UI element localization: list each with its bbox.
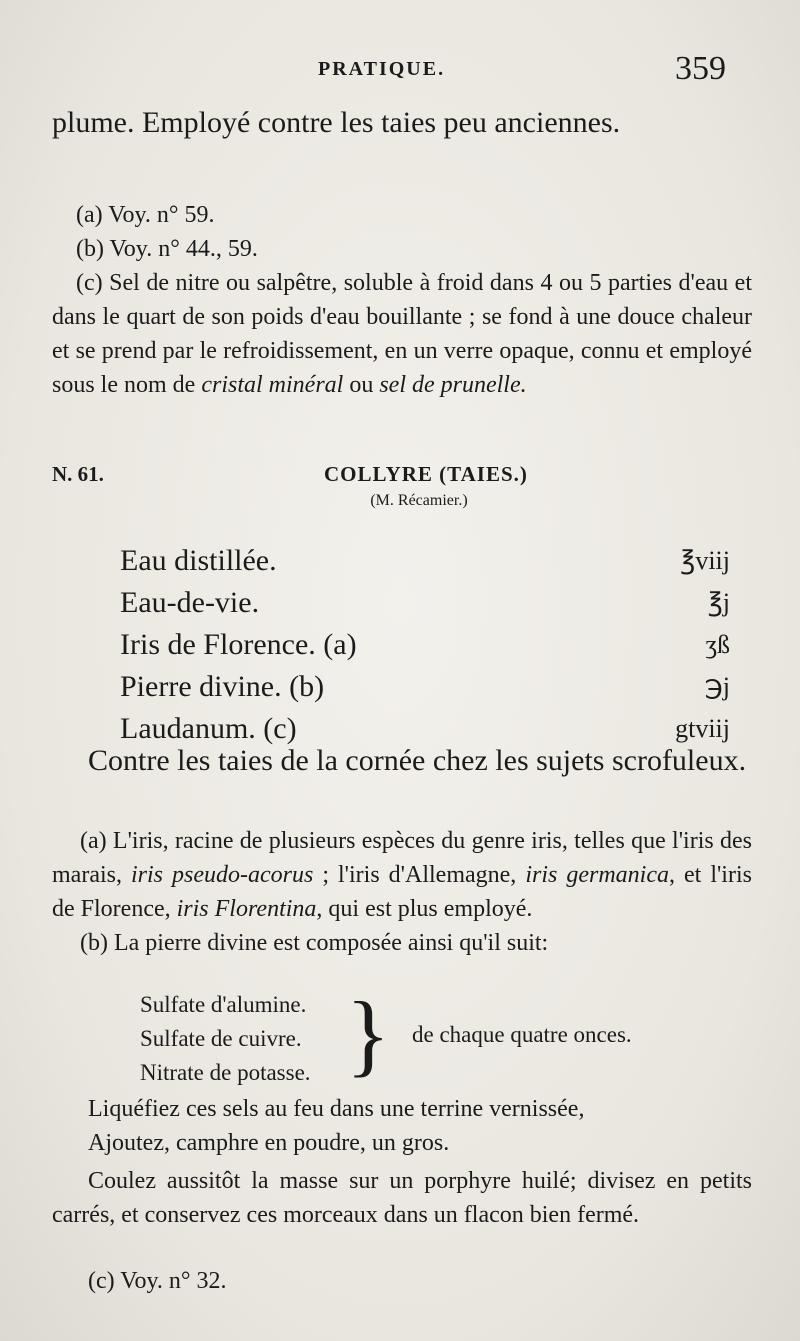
formula-title: COLLYRE (TAIES.) (324, 462, 528, 486)
formula-heading (52, 462, 752, 522)
ingredient-name: Eau-de-vie. (120, 586, 260, 619)
footnote-iris-end: , qui est plus employé. (316, 896, 533, 922)
ingredient-name: Pierre divine. (b) (120, 670, 325, 703)
ingredient-row (120, 540, 730, 582)
formula-author: (M. Récamier.) (370, 492, 468, 509)
footnotes-first (52, 198, 752, 402)
footnote-iris-mid-2: , et l'iris de Florence, (52, 862, 752, 922)
footnote-a: (a) Voy. n° 59. (76, 202, 215, 228)
ingredient-dose: ℥j (707, 588, 730, 617)
instruction-final-text: Coulez aussitôt la masse sur un porphyre huilé; divisez en petits carrés, et conservez ces morceaux dans un flacon bien fermé. (52, 1168, 752, 1228)
ingredient-row (120, 624, 730, 666)
indication-text: Contre les taies de la cornée chez les sujets scrofuleux. (88, 744, 747, 777)
ingredient-name: Iris de Florence. (a) (120, 628, 357, 661)
ingredient-row (120, 666, 730, 708)
ingredient-dose: ℈j (704, 672, 730, 701)
instruction-final (52, 1164, 752, 1232)
footnote-c-mid: ou (343, 372, 380, 398)
page-header (0, 50, 800, 90)
preparation-instructions (52, 1092, 752, 1232)
instruction-line: Liquéfiez ces sels au feu dans une terrine vernissée, (88, 1096, 585, 1122)
footnote-iris-italic-3: iris Florentina (176, 896, 317, 922)
footnote-iris-mid-1: ; l'iris d'Allemagne, (313, 862, 526, 888)
ingredient-dose: ʒß (705, 630, 730, 659)
indication-paragraph (52, 742, 752, 779)
composition-item: Nitrate de potasse. (140, 1060, 311, 1085)
footnote-c (52, 266, 752, 402)
footnote-b: (b) Voy. n° 44., 59. (76, 236, 258, 262)
footnote-c-italic-1: cristal minéral (201, 372, 344, 398)
composition-item: Sulfate de cuivre. (140, 1026, 302, 1051)
ingredient-name: Laudanum. (c) (120, 712, 297, 745)
ingredient-name: Eau distillée. (120, 544, 277, 577)
footnote-laudanum: (c) Voy. n° 32. (88, 1268, 227, 1294)
footnote-iris-italic-2: iris germanica (525, 862, 669, 888)
composition-block (140, 983, 760, 1090)
running-head: PRATIQUE. (318, 58, 446, 80)
footnote-c-italic-2: sel de prunelle. (379, 372, 527, 398)
composition-quantity: de chaque quatre onces. (412, 1022, 632, 1047)
footnote-iris-italic-1: iris pseudo-acorus (130, 862, 314, 888)
footnotes-second (52, 824, 752, 960)
formula-number: N. 61. (52, 462, 104, 486)
brace-glyph: } (346, 983, 391, 1085)
ingredient-dose: ℥viij (680, 546, 730, 575)
footnote-iris-text: (a) L'iris, racine de plusieurs espèces du genre iris, telles que l'iris des marais, (52, 828, 752, 888)
ingredient-list (120, 540, 730, 750)
instruction-line: Ajoutez, camphre en poudre, un gros. (88, 1130, 450, 1156)
intro-paragraph: plume. Employé contre les taies peu anciennes. (52, 106, 621, 139)
footnote-pierre-divine: (b) La pierre divine est composée ainsi qu'il suit: (80, 930, 549, 956)
composition-list (140, 988, 311, 1090)
ingredient-row (120, 582, 730, 624)
ingredient-dose: gtviij (675, 714, 730, 743)
footnote-iris (52, 824, 752, 926)
page-number: 359 (675, 50, 726, 87)
composition-item: Sulfate d'alumine. (140, 992, 307, 1017)
footnote-c-text: (c) Sel de nitre ou salpêtre, soluble à froid dans 4 ou 5 parties d'eau et dans le quart de son poids d'eau bouillante ; se fond à une douce chaleur et se prend par le refroidissement, en un verre opaque, connu et employé sous le nom de (52, 270, 752, 398)
